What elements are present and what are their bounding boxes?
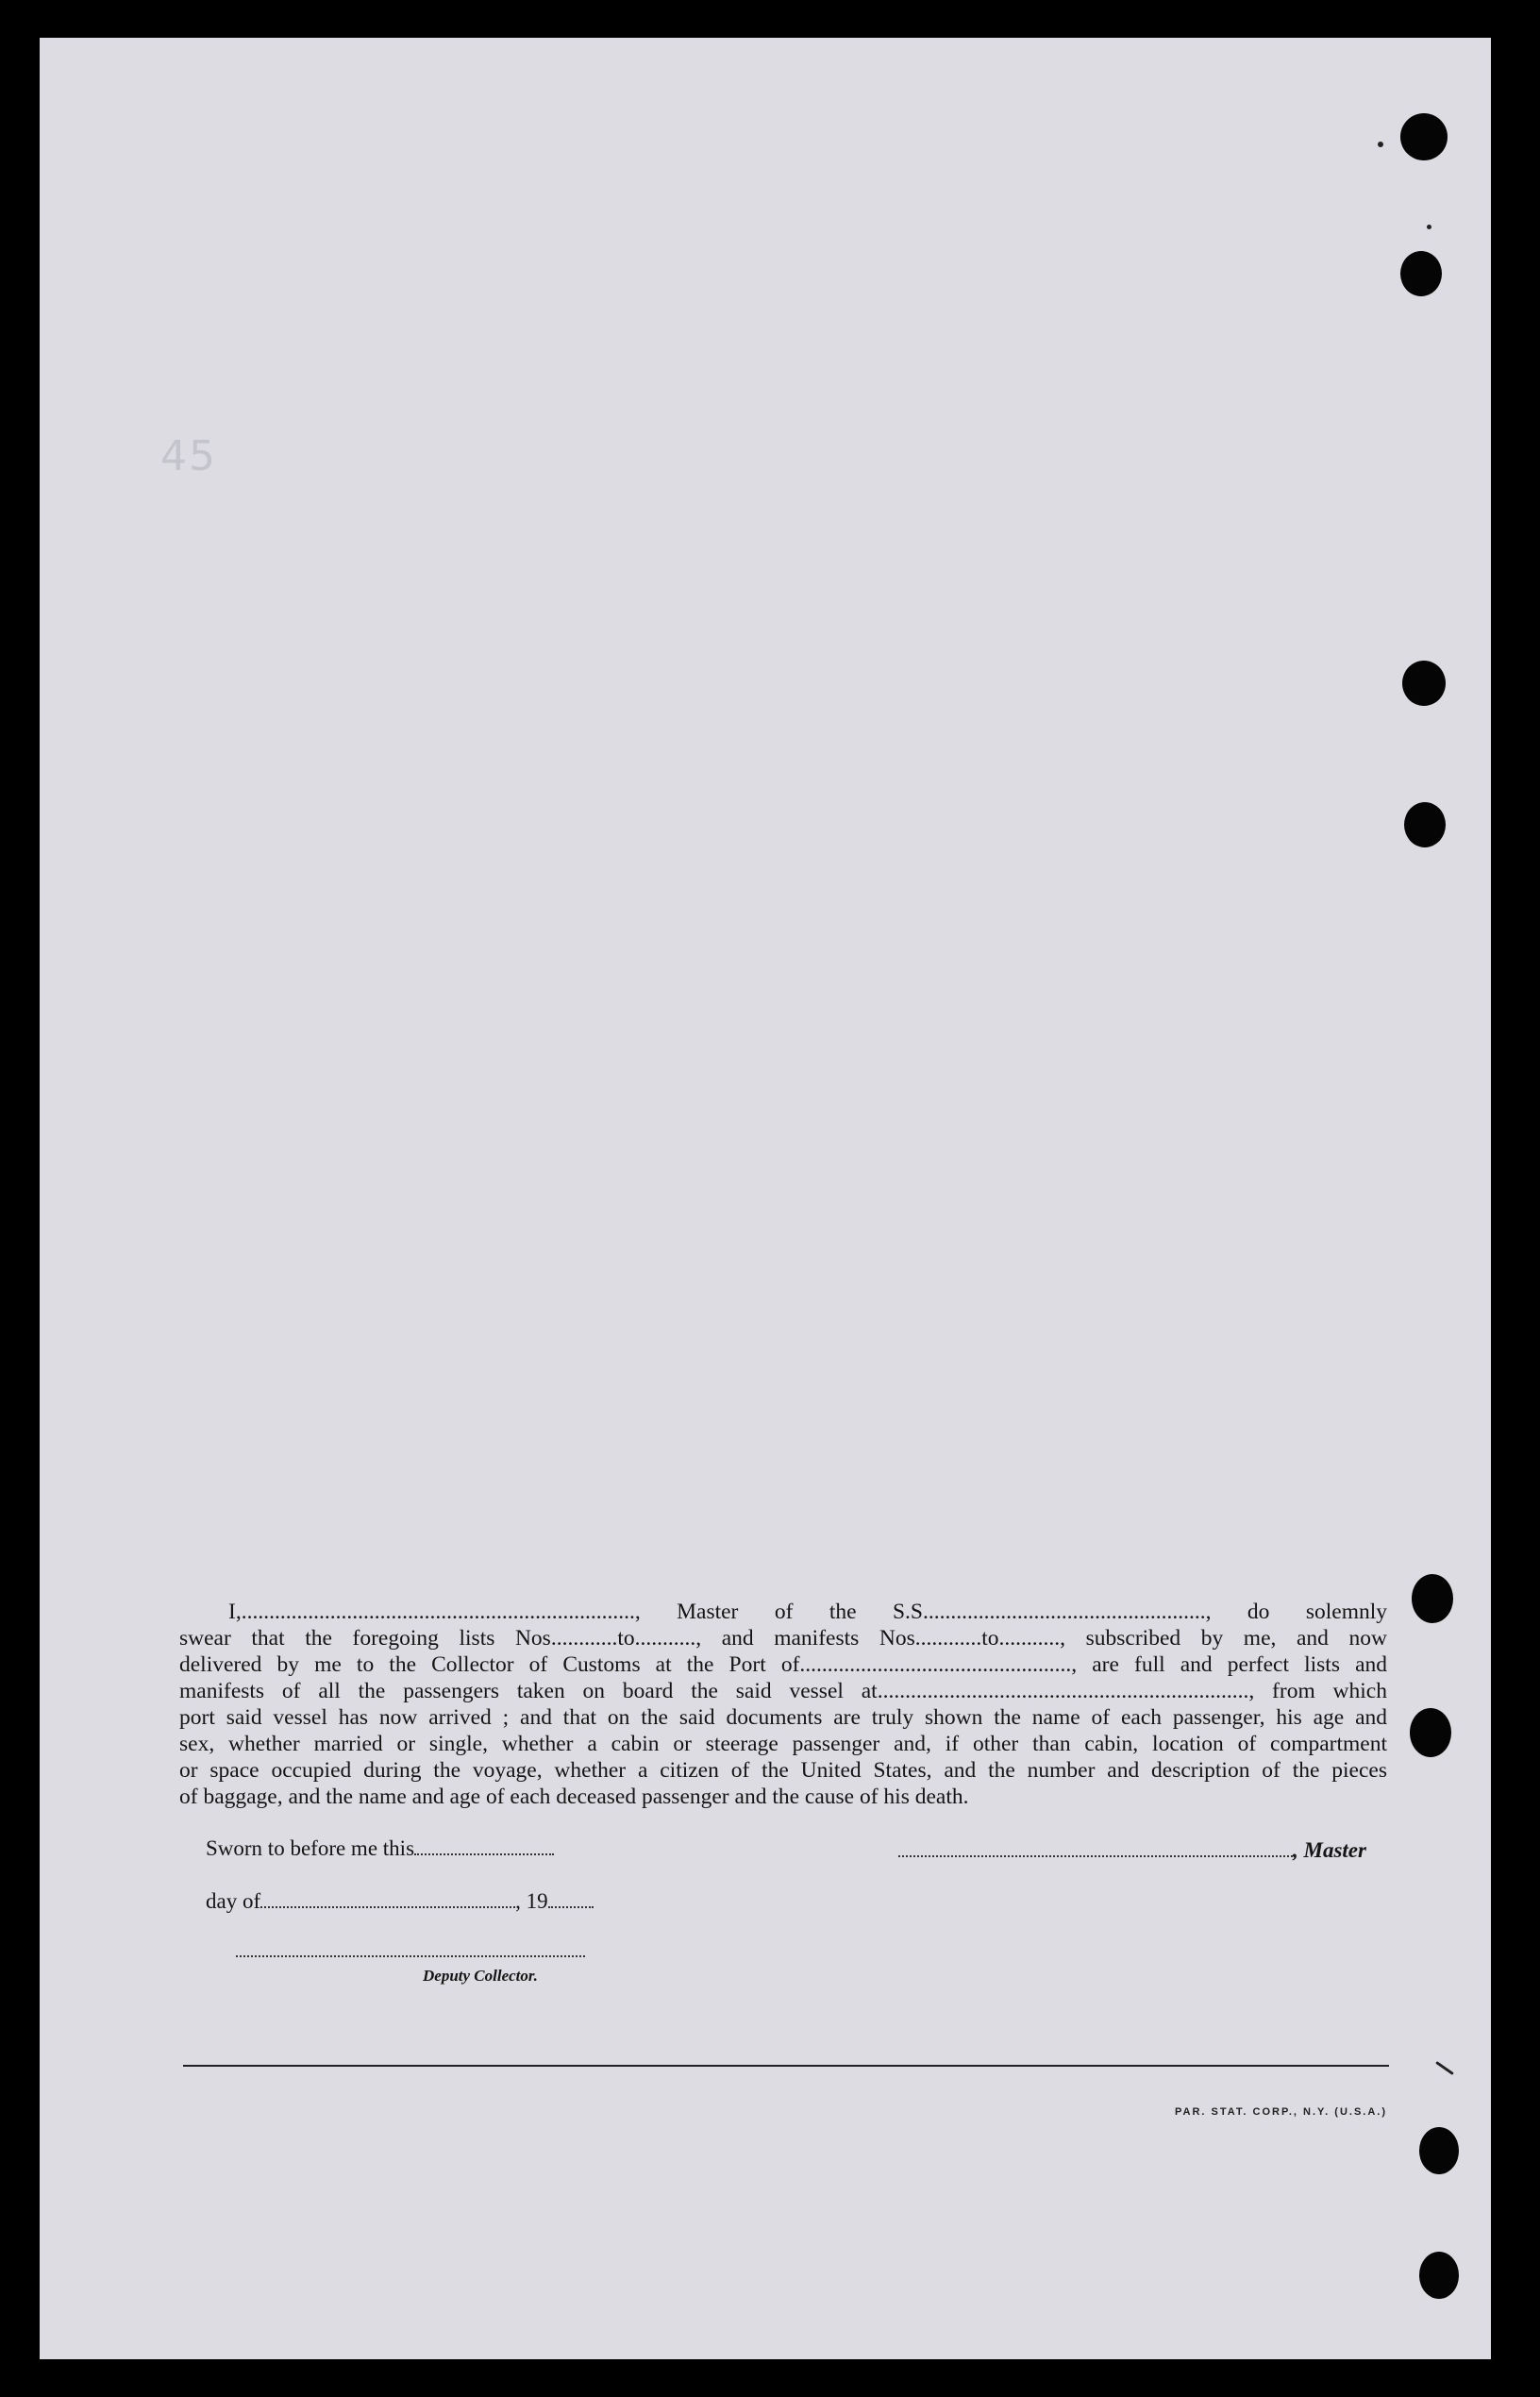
deputy-collector-label: Deputy Collector. [423, 1967, 538, 1985]
day-of-label: day of [206, 1889, 261, 1913]
oath-line: delivered by me to the Collector of Customs at the Port of................................................., are full and perfect lists and [179, 1652, 1387, 1677]
oath-line: or space occupied during the voyage, whether a citizen of the United States, and the number and description of the pieces [179, 1758, 1387, 1783]
oath-line: port said vessel has now arrived ; and that on the said documents are truly shown the name of each passenger, his age and [179, 1705, 1387, 1730]
printer-imprint: PAR. STAT. CORP., N.Y. (U.S.A.) [1175, 2106, 1387, 2118]
punch-hole [1412, 1574, 1453, 1623]
document-page [40, 38, 1491, 2359]
oath-line: I,......................................................................., Master of the S.S..................................................., do solemnly [228, 1600, 1387, 1624]
punch-hole [1400, 251, 1442, 296]
master-label: , Master [1293, 1838, 1366, 1862]
oath-line: of baggage, and the name and age of each deceased passenger and the cause of his death. [179, 1785, 969, 1809]
day-of-row [206, 1889, 594, 1914]
punch-hole [1419, 2252, 1459, 2299]
day-of-blank [260, 1889, 515, 1908]
punch-hole [1410, 1708, 1451, 1757]
sworn-row [206, 1836, 554, 1861]
oath-line: sex, whether married or single, whether a cabin or steerage passenger and, if other than cabin, location of compartment [179, 1732, 1387, 1756]
oath-paragraph [179, 1599, 1387, 1810]
punch-hole [1404, 802, 1446, 847]
deputy-signature-blank [236, 1955, 585, 1957]
stamp-number: 45 [160, 432, 217, 480]
master-signature-row [898, 1838, 1366, 1863]
master-signature-blank [898, 1838, 1293, 1857]
punch-hole [1400, 113, 1448, 160]
year-label: , 19 [515, 1889, 548, 1913]
ink-speck [1435, 2061, 1454, 2075]
sworn-label: Sworn to before me this [206, 1836, 415, 1860]
punch-hole [1402, 661, 1446, 706]
oath-line: manifests of all the passengers taken on board the said vessel at..................................................................., from which [179, 1679, 1387, 1703]
ink-speck [1378, 142, 1383, 147]
year-blank [548, 1889, 594, 1908]
sworn-date-blank [414, 1836, 554, 1855]
horizontal-rule [183, 2065, 1389, 2067]
ink-speck [1427, 225, 1431, 229]
oath-line: swear that the foregoing lists Nos............to..........., and manifests Nos............to..........., subscribed by me, and now [179, 1626, 1387, 1651]
punch-hole [1419, 2127, 1459, 2174]
